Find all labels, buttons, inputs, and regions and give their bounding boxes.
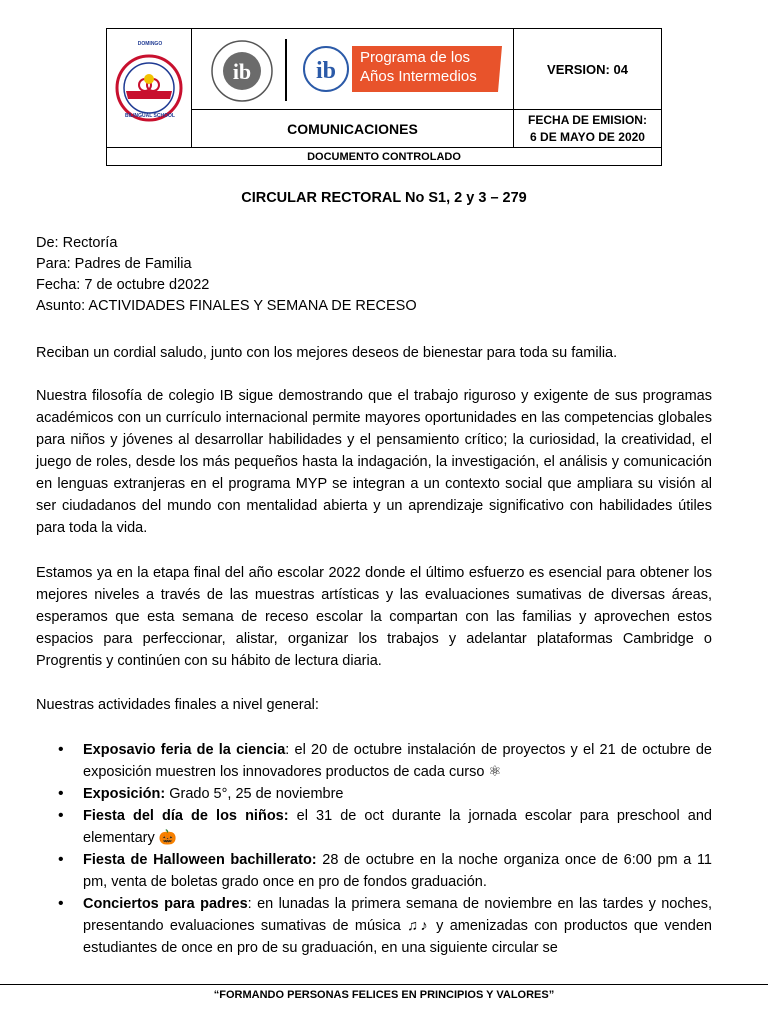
meta-subject: Asunto: ACTIVIDADES FINALES Y SEMANA DE RECESO [36,298,417,314]
paragraph-activities-intro: Nuestras actividades finales a nivel general: [36,697,319,713]
circular-title: CIRCULAR RECTORAL No S1, 2 y 3 – 279 [241,190,527,206]
ib-world-school-icon [210,39,274,103]
version-label: VERSION: 04 [547,61,628,77]
ib-program-line2: Años Intermedios [360,68,477,85]
logo-divider [285,39,287,101]
version-cell [513,28,662,110]
activity-text: : el 20 de octubre instalación de proyectos y el 21 de octubre de exposición muestren los innovadores productos de cada curso ⚛ [83,742,712,780]
ib-program-line1: Programa de los [360,49,471,66]
list-item [58,849,712,893]
activity-label: Exposavio feria de la ciencia [83,742,286,758]
documento-label: DOCUMENTO CONTROLADO [307,150,461,163]
activities-list [58,739,712,959]
comunicaciones-cell [191,109,514,148]
logo-text-top: DOMINGO [137,41,163,47]
activity-text: el 31 de oct durante la jornada escolar para preschool and elementary 🎃 [83,808,712,846]
meta-from: De: Rectoría [36,235,118,251]
logo-text-bottom: BILINGUAL SCHOOL [125,113,175,119]
department-title: COMUNICACIONES [287,120,418,137]
list-item [58,739,712,783]
ib-logos-cell [191,28,514,110]
svg-text:ib: ib [315,58,337,84]
meta-date: Fecha: 7 de octubre d2022 [36,277,210,293]
fecha-label: FECHA DE EMISION: [528,112,647,127]
activity-text: 28 de octubre en la noche organiza once de 6:00 pm a 11 pm, venta de boletas grado once en pro de fondos graduación. [83,852,712,890]
paragraph-philosophy: Nuestra filosofía de colegio IB sigue demostrando que el trabajo riguroso y exigente de sus programas académicos con un currículo internacional permite mayores oportunidades en las competencias globales para niños y jóvenes al desarrollar habilidades y el pensamiento crítico; la curiosidad, la creatividad, el juego de roles, desde los más pequeños hasta la indagación, la investigación, el análisis y comunicación en lenguas extranjeras en el programa MYP se integran a un contexto social que ampliara su visión al ser ciudadanos del mundo con mentalidad abierta y un aprendizaje significativo con habilidades útiles para toda la vida. [36,388,712,536]
document-header [106,28,662,166]
circular-meta [36,233,417,317]
paragraph-greeting: Reciban un cordial saludo, junto con los mejores deseos de bienestar para toda su familia. [36,345,618,361]
activity-label: Fiesta del día de los niños: [83,808,289,824]
list-item [58,893,712,959]
footer-motto: “FORMANDO PERSONAS FELICES EN PRINCIPIOS Y VALORES” [213,989,555,1001]
svg-text:ib: ib [232,59,252,84]
meta-to: Para: Padres de Familia [36,256,192,272]
activity-label: Exposición: [83,786,166,802]
fecha-value: 6 DE MAYO DE 2020 [530,129,645,144]
activity-label: Conciertos para padres [83,896,248,912]
documento-cell [106,147,662,166]
activity-text: Grado 5°, 25 de noviembre [165,786,344,802]
list-item [58,805,712,849]
school-logo-cell [106,28,192,148]
fecha-cell [513,109,662,148]
footer-divider [0,984,768,985]
activity-label: Fiesta de Halloween bachillerato: [83,852,317,868]
activity-text: : en lunadas la primera semana de noviembre en las tardes y noches, presentando evaluaciones sumativas de música ♫♪ y amenizadas con productos que venden estudiantes de once en pro de su graduación, en una siguiente circular se [83,896,712,956]
list-item [58,783,712,805]
paragraph-final-stage: Estamos ya en la etapa final del año escolar 2022 donde el último esfuerzo es esencial para obtener los mejores niveles a través de las muestras artísticas y las evaluaciones sumativas de diversas áreas, esperamos que esta semana de receso escolar la compartan con las familias y aprovechen estos espacios para perfeccionar, alistar, organizar los trabajos y adelantar plataformas Cambridge o Progrentis y continúen con su hábito de lectura diaria. [36,565,712,669]
